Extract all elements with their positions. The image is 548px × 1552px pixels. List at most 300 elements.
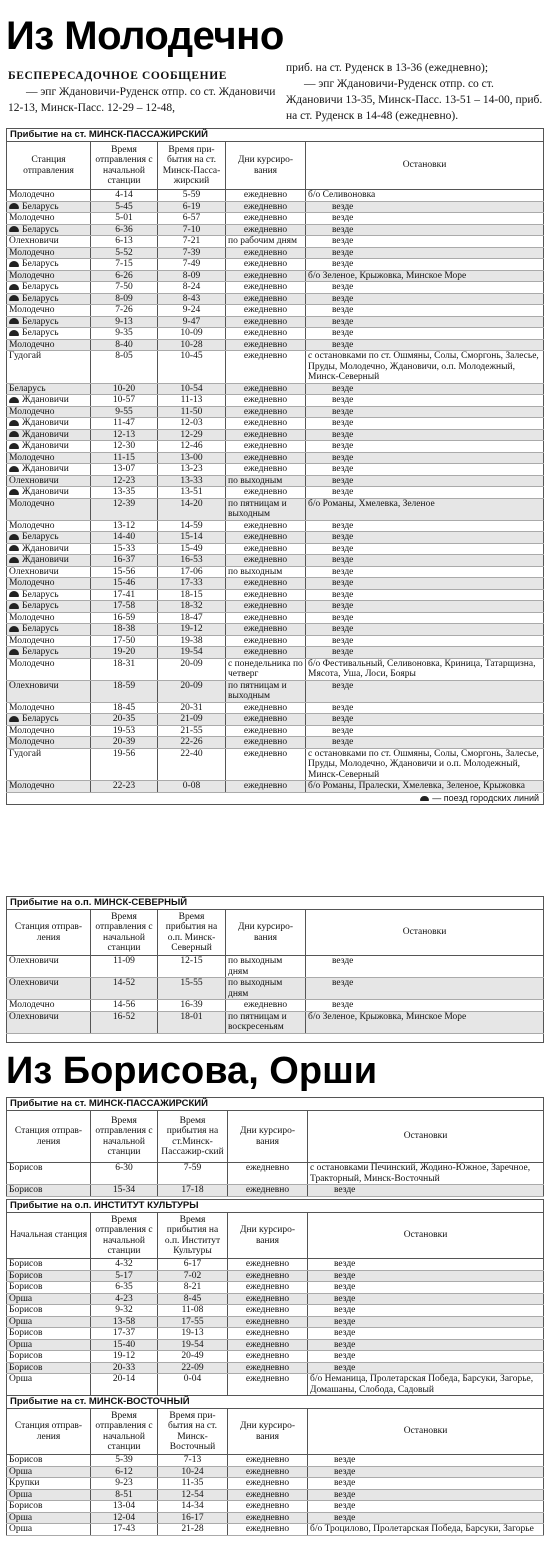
table-row bbox=[7, 487, 544, 499]
city-train-icon bbox=[9, 261, 19, 267]
days-cell bbox=[226, 737, 306, 749]
days-text: по рабочим дням bbox=[228, 236, 298, 246]
stops-text: б/о Троцилово, Пролетарская Победа, Барсуки, Загорье bbox=[310, 1524, 534, 1534]
table-row bbox=[7, 429, 544, 441]
arrival-text: 17-55 bbox=[181, 1316, 204, 1327]
arrival-text: 19-38 bbox=[180, 635, 203, 646]
stops-cell bbox=[306, 589, 544, 601]
station-cell bbox=[7, 1374, 91, 1396]
table-row bbox=[7, 532, 544, 544]
section-title: Прибытие на ст. МИНСК-ПАССАЖИРСКИЙ bbox=[6, 1097, 544, 1110]
departure-text: 18-31 bbox=[112, 658, 136, 669]
arrival-text: 8-24 bbox=[182, 282, 201, 292]
stops-text: везде bbox=[332, 725, 354, 736]
arrival-cell bbox=[158, 612, 226, 624]
departure-cell bbox=[91, 351, 158, 384]
station-cell bbox=[7, 520, 91, 532]
stops-cell bbox=[306, 316, 544, 328]
arrival-text: 6-19 bbox=[182, 201, 201, 212]
stops-cell bbox=[306, 305, 544, 317]
departure-cell bbox=[91, 441, 158, 453]
station-text: Ждановичи bbox=[22, 543, 69, 554]
table-row bbox=[7, 316, 544, 328]
table-row bbox=[7, 383, 544, 395]
stops-cell bbox=[308, 1478, 544, 1490]
city-train-icon bbox=[420, 796, 429, 801]
stops-cell bbox=[306, 236, 544, 248]
stops-text: везде bbox=[332, 282, 354, 292]
stops-text: везде bbox=[332, 395, 354, 405]
arrival-text: 9-47 bbox=[182, 316, 201, 327]
days-cell bbox=[226, 520, 306, 532]
departure-cell bbox=[91, 589, 158, 601]
arrival-cell bbox=[158, 1351, 228, 1363]
arrival-cell bbox=[158, 1362, 228, 1374]
arrival-text: 17-18 bbox=[181, 1185, 204, 1195]
arrival-text: 10-54 bbox=[180, 383, 203, 394]
table-row bbox=[7, 555, 544, 567]
days-cell bbox=[226, 978, 306, 1000]
days-cell bbox=[226, 624, 306, 636]
departure-cell bbox=[91, 1282, 158, 1294]
departure-text: 17-41 bbox=[112, 589, 136, 600]
stops-cell bbox=[306, 383, 544, 395]
section-mol-sev bbox=[6, 896, 544, 1043]
days-text: по выходным дням bbox=[228, 978, 283, 999]
station-cell bbox=[7, 351, 91, 384]
departure-text: 9-32 bbox=[115, 1305, 133, 1315]
station-cell bbox=[7, 1339, 91, 1351]
days-cell bbox=[228, 1501, 308, 1513]
stops-cell bbox=[306, 487, 544, 499]
days-text: ежедневно bbox=[243, 406, 288, 417]
departure-cell bbox=[91, 316, 158, 328]
station-cell bbox=[7, 406, 91, 418]
departure-text: 5-17 bbox=[115, 1270, 133, 1281]
days-cell bbox=[226, 282, 306, 294]
days-cell bbox=[228, 1478, 308, 1490]
station-text: Ждановичи bbox=[22, 418, 69, 428]
stops-text: везде bbox=[334, 1293, 356, 1304]
arrival-cell bbox=[158, 624, 226, 636]
departure-cell bbox=[91, 1270, 158, 1282]
days-text: ежедневно bbox=[243, 418, 288, 428]
station-text: Беларусь bbox=[22, 224, 59, 235]
departure-text: 14-52 bbox=[112, 978, 136, 988]
days-text: ежедневно bbox=[245, 1328, 290, 1338]
stops-text: б/о Романы, Хмелевка, Зеленое bbox=[308, 498, 435, 509]
days-cell bbox=[228, 1293, 308, 1305]
departure-cell bbox=[91, 1316, 158, 1328]
station-cell bbox=[7, 658, 91, 680]
station-text: Борисов bbox=[9, 1305, 43, 1315]
departure-cell bbox=[91, 487, 158, 499]
table-row bbox=[7, 702, 544, 714]
arrival-cell bbox=[158, 1339, 228, 1351]
arrival-cell bbox=[158, 589, 226, 601]
station-text: Борисов bbox=[9, 1282, 43, 1292]
departure-cell bbox=[91, 1478, 158, 1490]
stops-cell bbox=[308, 1163, 544, 1185]
table-row bbox=[7, 1501, 544, 1513]
arrival-cell bbox=[158, 956, 226, 978]
days-cell bbox=[226, 429, 306, 441]
days-text: ежедневно bbox=[243, 395, 288, 405]
departure-text: 9-13 bbox=[115, 316, 133, 327]
arrival-text: 7-02 bbox=[183, 1270, 202, 1281]
stops-cell bbox=[306, 452, 544, 464]
stops-text: везде bbox=[332, 464, 354, 474]
table-row bbox=[7, 1466, 544, 1478]
days-text: ежедневно bbox=[245, 1163, 290, 1173]
legend-text: — поезд городских линий bbox=[432, 792, 539, 803]
days-cell bbox=[226, 566, 306, 578]
departure-text: 6-13 bbox=[115, 236, 133, 246]
stops-text: везде bbox=[334, 1351, 356, 1361]
departure-text: 4-32 bbox=[115, 1259, 133, 1269]
departure-text: 19-20 bbox=[112, 647, 136, 657]
arrival-text: 12-03 bbox=[180, 418, 203, 428]
arrival-text: 21-55 bbox=[180, 725, 203, 736]
station-cell bbox=[7, 680, 91, 702]
days-cell bbox=[228, 1351, 308, 1363]
arrival-text: 13-51 bbox=[180, 487, 203, 497]
departure-text: 13-07 bbox=[112, 464, 136, 474]
col-station: Станция отправления bbox=[7, 142, 91, 190]
departure-text: 7-15 bbox=[115, 259, 133, 269]
intro-heading: БЕСПЕРЕСАДОЧНОЕ СООБЩЕНИЕ bbox=[8, 70, 228, 82]
arrival-text: 13-23 bbox=[180, 464, 203, 474]
station-cell bbox=[7, 532, 91, 544]
days-text: ежедневно bbox=[245, 1185, 290, 1195]
table-row bbox=[7, 1478, 544, 1490]
station-cell bbox=[7, 383, 91, 395]
station-cell bbox=[7, 1163, 91, 1185]
departure-text: 15-46 bbox=[112, 578, 136, 588]
col-departure: Время отправления с начальной станции bbox=[91, 1111, 158, 1163]
departure-cell bbox=[91, 452, 158, 464]
station-cell bbox=[7, 601, 91, 613]
arrival-cell bbox=[158, 1293, 228, 1305]
col-station: Станция отправ-ления bbox=[7, 1111, 91, 1163]
departure-text: 7-26 bbox=[115, 305, 133, 315]
stops-text: везде bbox=[334, 1489, 356, 1500]
departure-text: 17-37 bbox=[112, 1328, 136, 1338]
station-cell bbox=[7, 956, 91, 978]
arrival-cell bbox=[158, 305, 226, 317]
station-text: Ждановичи bbox=[22, 555, 69, 565]
days-cell bbox=[226, 270, 306, 282]
station-cell bbox=[7, 647, 91, 659]
station-text: Беларусь bbox=[22, 259, 59, 269]
stops-cell bbox=[308, 1270, 544, 1282]
station-text: Молодечно bbox=[9, 213, 55, 223]
departure-text: 4-23 bbox=[115, 1293, 133, 1304]
stops-text: везде bbox=[334, 1185, 356, 1195]
station-text: Орша bbox=[9, 1524, 33, 1534]
arrival-text: 22-09 bbox=[181, 1362, 204, 1373]
departure-text: 16-59 bbox=[112, 612, 136, 623]
stops-text: везде bbox=[332, 328, 354, 338]
days-text: ежедневно bbox=[243, 748, 288, 759]
stops-cell bbox=[306, 635, 544, 647]
days-cell bbox=[228, 1374, 308, 1396]
arrival-cell bbox=[158, 282, 226, 294]
arrival-cell bbox=[158, 395, 226, 407]
station-text: Борисов bbox=[9, 1362, 43, 1373]
table-row bbox=[7, 475, 544, 487]
table-row bbox=[7, 406, 544, 418]
departure-cell bbox=[91, 418, 158, 430]
station-text: Орша bbox=[9, 1293, 33, 1304]
table-row bbox=[7, 452, 544, 464]
departure-cell bbox=[91, 1259, 158, 1271]
table-row bbox=[7, 236, 544, 248]
table-row bbox=[7, 1489, 544, 1501]
arrival-text: 8-09 bbox=[182, 270, 201, 281]
station-text: Молодечно bbox=[9, 725, 55, 736]
stops-cell bbox=[306, 351, 544, 384]
arrival-text: 10-09 bbox=[180, 328, 203, 338]
stops-cell bbox=[306, 624, 544, 636]
departure-text: 20-39 bbox=[112, 737, 136, 747]
days-cell bbox=[226, 487, 306, 499]
table-row bbox=[7, 737, 544, 749]
station-cell bbox=[7, 1011, 91, 1033]
table-row bbox=[7, 1011, 544, 1033]
station-cell bbox=[7, 748, 91, 781]
col-days: Дни курсиро-вания bbox=[228, 1409, 308, 1455]
station-text: Борисов bbox=[9, 1185, 43, 1195]
arrival-cell bbox=[158, 1163, 228, 1185]
days-cell bbox=[226, 339, 306, 351]
departure-cell bbox=[91, 224, 158, 236]
arrival-cell bbox=[158, 1512, 228, 1524]
table-row bbox=[7, 441, 544, 453]
days-text: по выходным дням bbox=[228, 956, 283, 977]
arrival-cell bbox=[158, 702, 226, 714]
days-cell bbox=[226, 1000, 306, 1012]
station-text: Молодечно bbox=[9, 452, 55, 463]
arrival-cell bbox=[158, 316, 226, 328]
station-cell bbox=[7, 978, 91, 1000]
days-text: по выходным bbox=[228, 566, 283, 577]
departure-cell bbox=[91, 339, 158, 351]
departure-text: 15-34 bbox=[112, 1185, 136, 1195]
station-text: Беларусь bbox=[22, 316, 59, 327]
stops-cell bbox=[306, 429, 544, 441]
stops-text: везде bbox=[332, 624, 354, 634]
station-cell bbox=[7, 1185, 91, 1197]
stops-cell bbox=[306, 190, 544, 202]
departure-cell bbox=[91, 680, 158, 702]
station-text: Ждановичи bbox=[22, 441, 69, 451]
station-cell bbox=[7, 452, 91, 464]
station-text: Молодечно bbox=[9, 781, 55, 791]
stops-text: б/о Зеленое, Крыжовка, Минское Море bbox=[308, 270, 467, 281]
arrival-cell bbox=[158, 270, 226, 282]
col-days: Дни курсиро-вания bbox=[228, 1213, 308, 1259]
arrival-cell bbox=[158, 351, 226, 384]
arrival-cell bbox=[158, 293, 226, 305]
arrival-text: 7-49 bbox=[182, 259, 201, 269]
station-cell bbox=[7, 1362, 91, 1374]
arrival-cell bbox=[158, 578, 226, 590]
days-cell bbox=[226, 452, 306, 464]
departure-text: 5-39 bbox=[115, 1455, 133, 1465]
arrival-text: 11-13 bbox=[180, 395, 203, 405]
table-row bbox=[7, 1270, 544, 1282]
station-cell bbox=[7, 1466, 91, 1478]
departure-cell bbox=[91, 259, 158, 271]
stops-cell bbox=[306, 1000, 544, 1012]
days-cell bbox=[228, 1524, 308, 1536]
days-cell bbox=[228, 1328, 308, 1340]
table-row bbox=[7, 418, 544, 430]
station-cell bbox=[7, 282, 91, 294]
station-cell bbox=[7, 418, 91, 430]
table-row bbox=[7, 201, 544, 213]
station-cell bbox=[7, 714, 91, 726]
days-cell bbox=[228, 1316, 308, 1328]
arrival-text: 15-55 bbox=[180, 978, 203, 988]
arrival-text: 7-21 bbox=[182, 236, 201, 246]
col-stops: Остановки bbox=[306, 142, 544, 190]
days-cell bbox=[226, 190, 306, 202]
table-row bbox=[7, 464, 544, 476]
arrival-text: 16-39 bbox=[180, 1000, 203, 1010]
table-row bbox=[7, 714, 544, 726]
table-row bbox=[7, 1282, 544, 1294]
arrival-text: 17-33 bbox=[180, 578, 203, 588]
table-row bbox=[7, 213, 544, 225]
city-train-icon bbox=[9, 603, 19, 609]
table-row bbox=[7, 1305, 544, 1317]
station-cell bbox=[7, 224, 91, 236]
station-text: Орша bbox=[9, 1374, 33, 1384]
station-cell bbox=[7, 1351, 91, 1363]
table-row bbox=[7, 520, 544, 532]
stops-cell bbox=[306, 213, 544, 225]
days-text: ежедневно bbox=[243, 383, 288, 394]
days-cell bbox=[226, 224, 306, 236]
stops-cell bbox=[306, 395, 544, 407]
departure-cell bbox=[91, 1000, 158, 1012]
stops-cell bbox=[306, 520, 544, 532]
table-row bbox=[7, 224, 544, 236]
departure-text: 8-09 bbox=[115, 293, 133, 304]
arrival-text: 7-39 bbox=[182, 247, 201, 258]
table-row bbox=[7, 978, 544, 1000]
arrival-cell bbox=[158, 658, 226, 680]
stops-text: везде bbox=[332, 647, 354, 657]
arrival-cell bbox=[158, 487, 226, 499]
stops-text: везде bbox=[334, 1466, 356, 1477]
stops-text: везде bbox=[332, 441, 354, 451]
departure-cell bbox=[91, 781, 158, 793]
stops-text: везде bbox=[334, 1501, 356, 1511]
arrival-cell bbox=[158, 1374, 228, 1396]
arrival-text: 19-54 bbox=[181, 1339, 204, 1350]
departure-cell bbox=[91, 555, 158, 567]
days-text: ежедневно bbox=[245, 1489, 290, 1500]
days-text: ежедневно bbox=[243, 1000, 288, 1010]
station-text: Ждановичи bbox=[22, 395, 69, 405]
stops-text: везде bbox=[332, 247, 354, 258]
stops-cell bbox=[308, 1293, 544, 1305]
table-row bbox=[7, 395, 544, 407]
departure-text: 9-23 bbox=[115, 1478, 133, 1488]
station-cell bbox=[7, 578, 91, 590]
stops-cell bbox=[308, 1259, 544, 1271]
station-text: Беларусь bbox=[22, 328, 59, 338]
days-text: ежедневно bbox=[245, 1512, 290, 1523]
arrival-text: 12-54 bbox=[181, 1489, 204, 1500]
table-row bbox=[7, 612, 544, 624]
days-text: с понедельника по четверг bbox=[228, 658, 303, 679]
days-cell bbox=[226, 647, 306, 659]
days-cell bbox=[226, 293, 306, 305]
stops-cell bbox=[306, 406, 544, 418]
stops-text: везде bbox=[332, 418, 354, 428]
departure-cell bbox=[91, 647, 158, 659]
station-cell bbox=[7, 1000, 91, 1012]
days-text: ежедневно bbox=[243, 351, 288, 361]
col-station: Станция отправ-ления bbox=[7, 910, 91, 956]
stops-text: везде bbox=[332, 224, 354, 235]
city-train-icon bbox=[9, 545, 19, 551]
station-text: Олехновичи bbox=[9, 236, 59, 246]
departure-cell bbox=[91, 737, 158, 749]
arrival-text: 6-17 bbox=[183, 1259, 202, 1269]
arrival-cell bbox=[158, 680, 226, 702]
city-train-icon bbox=[9, 716, 19, 722]
stops-cell bbox=[308, 1466, 544, 1478]
station-cell bbox=[7, 487, 91, 499]
col-arrival: Время прибытия на о.п. Институт Культуры bbox=[158, 1213, 228, 1259]
stops-cell bbox=[306, 328, 544, 340]
stops-cell bbox=[306, 464, 544, 476]
departure-cell bbox=[91, 624, 158, 636]
table-row bbox=[7, 282, 544, 294]
stops-cell bbox=[306, 978, 544, 1000]
days-text: ежедневно bbox=[243, 259, 288, 269]
departure-text: 8-40 bbox=[115, 339, 133, 350]
stops-cell bbox=[308, 1524, 544, 1536]
departure-cell bbox=[91, 1328, 158, 1340]
days-cell bbox=[226, 589, 306, 601]
stops-cell bbox=[306, 498, 544, 520]
days-cell bbox=[226, 702, 306, 714]
col-departure: Время отправления с начальной станции bbox=[91, 1213, 158, 1259]
stops-text: везде bbox=[334, 1270, 356, 1281]
departure-cell bbox=[91, 1466, 158, 1478]
arrival-cell bbox=[158, 978, 226, 1000]
station-cell bbox=[7, 1524, 91, 1536]
stops-cell bbox=[306, 748, 544, 781]
station-cell bbox=[7, 725, 91, 737]
station-text: Молодечно bbox=[9, 520, 55, 531]
departure-cell bbox=[91, 635, 158, 647]
intro-text-right-1: приб. на ст. Руденск в 13-36 (ежедневно); bbox=[286, 62, 489, 74]
table-row bbox=[7, 781, 544, 793]
station-cell bbox=[7, 1455, 91, 1467]
stops-text: везде bbox=[332, 383, 354, 394]
stops-text: везде bbox=[332, 532, 354, 542]
days-text: ежедневно bbox=[245, 1374, 290, 1384]
arrival-cell bbox=[158, 566, 226, 578]
days-text: по выходным bbox=[228, 475, 283, 486]
